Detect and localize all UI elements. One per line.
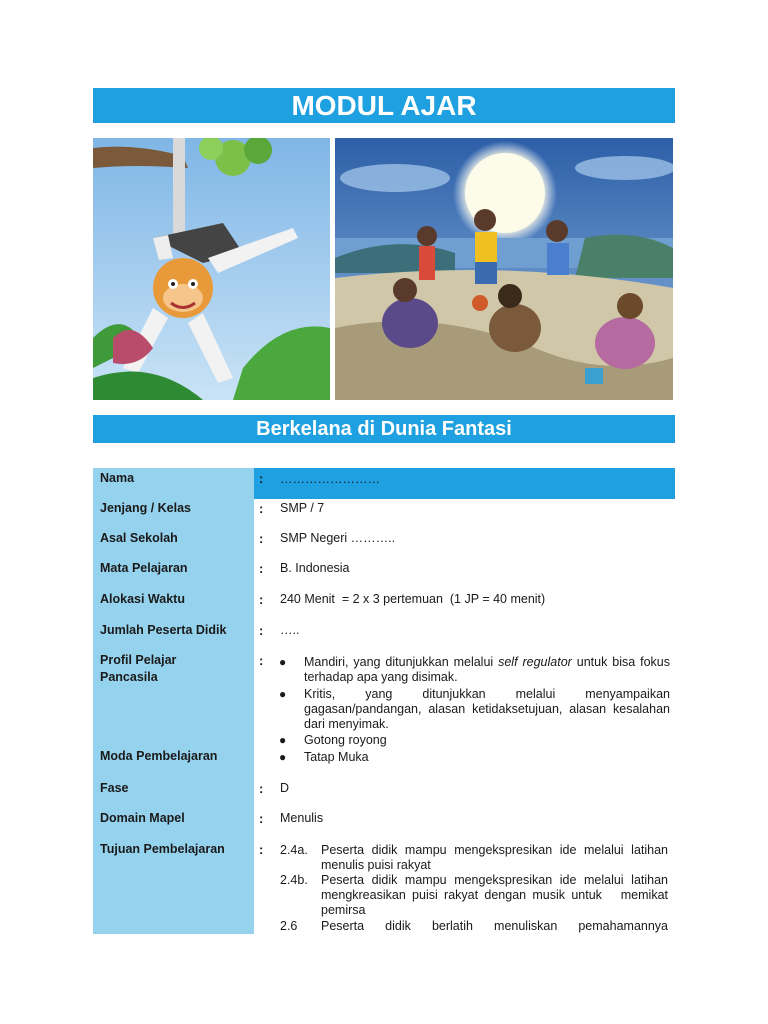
profil-item-kritis — [278, 687, 670, 732]
fase-colon: : — [259, 781, 264, 796]
jenjang-value: SMP / 7 — [280, 501, 325, 515]
tujuan-item-text: Peserta didik mampu mengekspresikan ide melalui latihan menulis puisi rakyat — [321, 843, 668, 872]
sekolah-colon: : — [259, 531, 264, 546]
domain-value: Menulis — [280, 811, 324, 825]
moda-value — [278, 750, 670, 765]
profil-item-mandiri-em: self regulator — [498, 655, 572, 669]
profil-label-line2: Pancasila — [100, 670, 158, 684]
fase-value: D — [280, 781, 290, 795]
jenjang-colon: : — [259, 501, 264, 516]
profil-colon: : — [259, 653, 264, 668]
beach-illustration — [335, 138, 673, 400]
monkey-illustration — [93, 138, 330, 400]
bullet-icon: ● — [279, 655, 287, 669]
profil-item-mandiri — [278, 655, 670, 685]
nama-colon: : — [259, 471, 264, 486]
illustration-monkey-hanging-icon — [93, 138, 330, 400]
illustration-children-beach-moon-icon — [335, 138, 673, 400]
profil-label — [100, 652, 176, 686]
jumlah-label: Jumlah Peserta Didik — [100, 623, 227, 637]
sekolah-label: Asal Sekolah — [100, 531, 178, 545]
tujuan-colon: : — [259, 842, 264, 857]
profil-label-line1: Profil Pelajar — [100, 653, 177, 667]
module-info-table — [93, 468, 675, 934]
nama-value: …………………… — [280, 472, 380, 486]
bullet-icon: ● — [279, 733, 287, 747]
page-title: MODUL AJAR — [93, 88, 675, 123]
tujuan-item-number: 2.6 — [280, 919, 298, 933]
nama-label: Nama — [100, 471, 135, 485]
tujuan-label: Tujuan Pembelajaran — [100, 842, 225, 856]
bullet-icon: ● — [279, 687, 287, 701]
moda-value-text: Tatap Muka — [304, 750, 369, 764]
module-subtitle: Berkelana di Dunia Fantasi — [93, 415, 675, 443]
jumlah-value: ….. — [280, 623, 300, 637]
alokasi-value: 240 Menit = 2 x 3 pertemuan (1 JP = 40 menit) — [280, 592, 546, 606]
profil-item-kritis-text: Kritis, yang ditunjukkan melalui menyampaikan gagasan/pandangan, alasan ketidaksetujuan, alasan kesalahan dari menyimak. — [304, 687, 670, 731]
tujuan-item-text: Peserta didik berlatih menuliskan pemahamannya — [321, 919, 668, 933]
profil-item-mandiri-pre: Mandiri, yang ditunjukkan melalui — [304, 655, 499, 669]
sekolah-value: SMP Negeri ……….. — [280, 531, 396, 545]
alokasi-label: Alokasi Waktu — [100, 592, 185, 606]
tujuan-item-number: 2.4a. — [280, 843, 308, 857]
bullet-icon: ● — [279, 750, 287, 764]
domain-colon: : — [259, 811, 264, 826]
fase-label: Fase — [100, 781, 129, 795]
mapel-value: B. Indonesia — [280, 561, 350, 575]
mapel-label: Mata Pelajaran — [100, 561, 188, 575]
tujuan-item-number: 2.4b. — [280, 873, 308, 887]
jumlah-colon: : — [259, 623, 264, 638]
alokasi-colon: : — [259, 592, 264, 607]
mapel-colon: : — [259, 561, 264, 576]
profil-item-gotong-royong — [278, 733, 670, 748]
jenjang-label: Jenjang / Kelas — [100, 501, 192, 515]
tujuan-item-text: Peserta didik mampu mengekspresikan ide melalui latihan mengkreasikan puisi rakyat dengan musik untuk memikat pemirsa — [321, 873, 672, 917]
domain-label: Domain Mapel — [100, 811, 185, 825]
tujuan-item — [280, 919, 668, 934]
profil-item-gotong-royong-text: Gotong royong — [304, 733, 387, 747]
profil-item-mandiri-post: untuk bisa fokus terhadap apa yang disimak. — [304, 655, 670, 684]
moda-label: Moda Pembelajaran — [100, 749, 218, 763]
